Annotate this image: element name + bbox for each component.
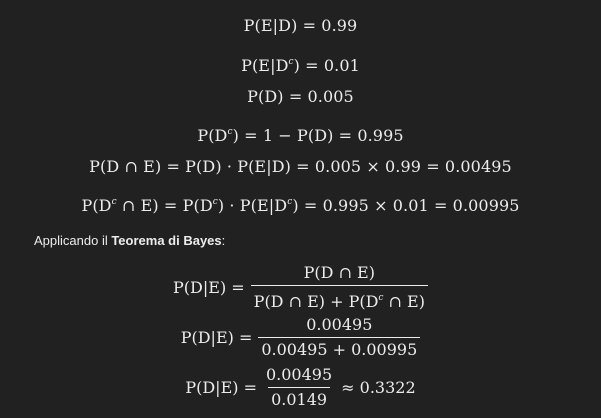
equation-p-d — [0, 87, 601, 107]
complement-superscript: c — [212, 197, 218, 207]
equation-text: ) = 0.995 × 0.01 = 0.00995 — [292, 196, 520, 215]
fraction-denominator — [251, 285, 428, 312]
complement-superscript: c — [111, 197, 117, 207]
equation-text: ∩ E) = P(D — [116, 196, 213, 215]
equation-p-dc-and-e — [0, 192, 601, 216]
fraction-denominator: 0.00495 + 0.00995 — [258, 337, 420, 360]
denominator-text: ∩ E) — [383, 292, 425, 311]
equation-p-e-given-dc — [0, 52, 601, 76]
bayes-result — [0, 365, 601, 410]
formula-lhs: P(D|E) = — [173, 278, 245, 297]
result-fraction — [263, 365, 335, 410]
equation-text: P(E|D) = 0.99 — [243, 16, 358, 35]
intro-suffix: : — [221, 233, 226, 248]
fraction-numerator: P(D ∩ E) — [303, 263, 375, 282]
result-approx: ≈ 0.3322 — [341, 378, 416, 397]
intro-prefix: Applicando il — [34, 233, 112, 248]
equation-p-d-and-e — [0, 157, 601, 177]
substitution-fraction — [258, 315, 420, 360]
complement-superscript: c — [288, 57, 294, 67]
fraction-numerator: 0.00495 — [265, 365, 333, 384]
equation-text: ) · P(E|D — [217, 196, 288, 215]
equation-text: P(D — [81, 196, 112, 215]
complement-superscript: c — [227, 127, 233, 137]
formula-lhs: P(D|E) = — [180, 328, 253, 347]
complement-superscript: c — [287, 197, 293, 207]
equation-text: ) = 1 − P(D) = 0.995 — [232, 126, 404, 145]
equation-text: ) = 0.01 — [293, 56, 360, 75]
equation-p-e-given-d — [0, 16, 601, 36]
fraction-numerator: 0.00495 — [306, 315, 373, 334]
equation-p-dc — [0, 122, 601, 146]
equation-text: P(D) = 0.005 — [247, 87, 354, 106]
complement-superscript: c — [378, 293, 384, 303]
bayes-fraction — [251, 263, 428, 312]
formula-lhs: P(D|E) = — [185, 378, 257, 397]
bayes-intro-text — [34, 232, 225, 250]
equation-text: P(E|D — [241, 56, 289, 75]
intro-bold: Teorema di Bayes — [111, 233, 222, 248]
equation-text: P(D ∩ E) = P(D) · P(E|D) = 0.005 × 0.99 = 0.00495 — [89, 157, 512, 176]
fraction-denominator: 0.0149 — [268, 387, 330, 410]
bayes-substitution — [0, 315, 601, 360]
equation-text: P(D — [197, 126, 228, 145]
denominator-text: P(D ∩ E) + P(D — [253, 292, 379, 311]
bayes-formula — [0, 263, 601, 312]
